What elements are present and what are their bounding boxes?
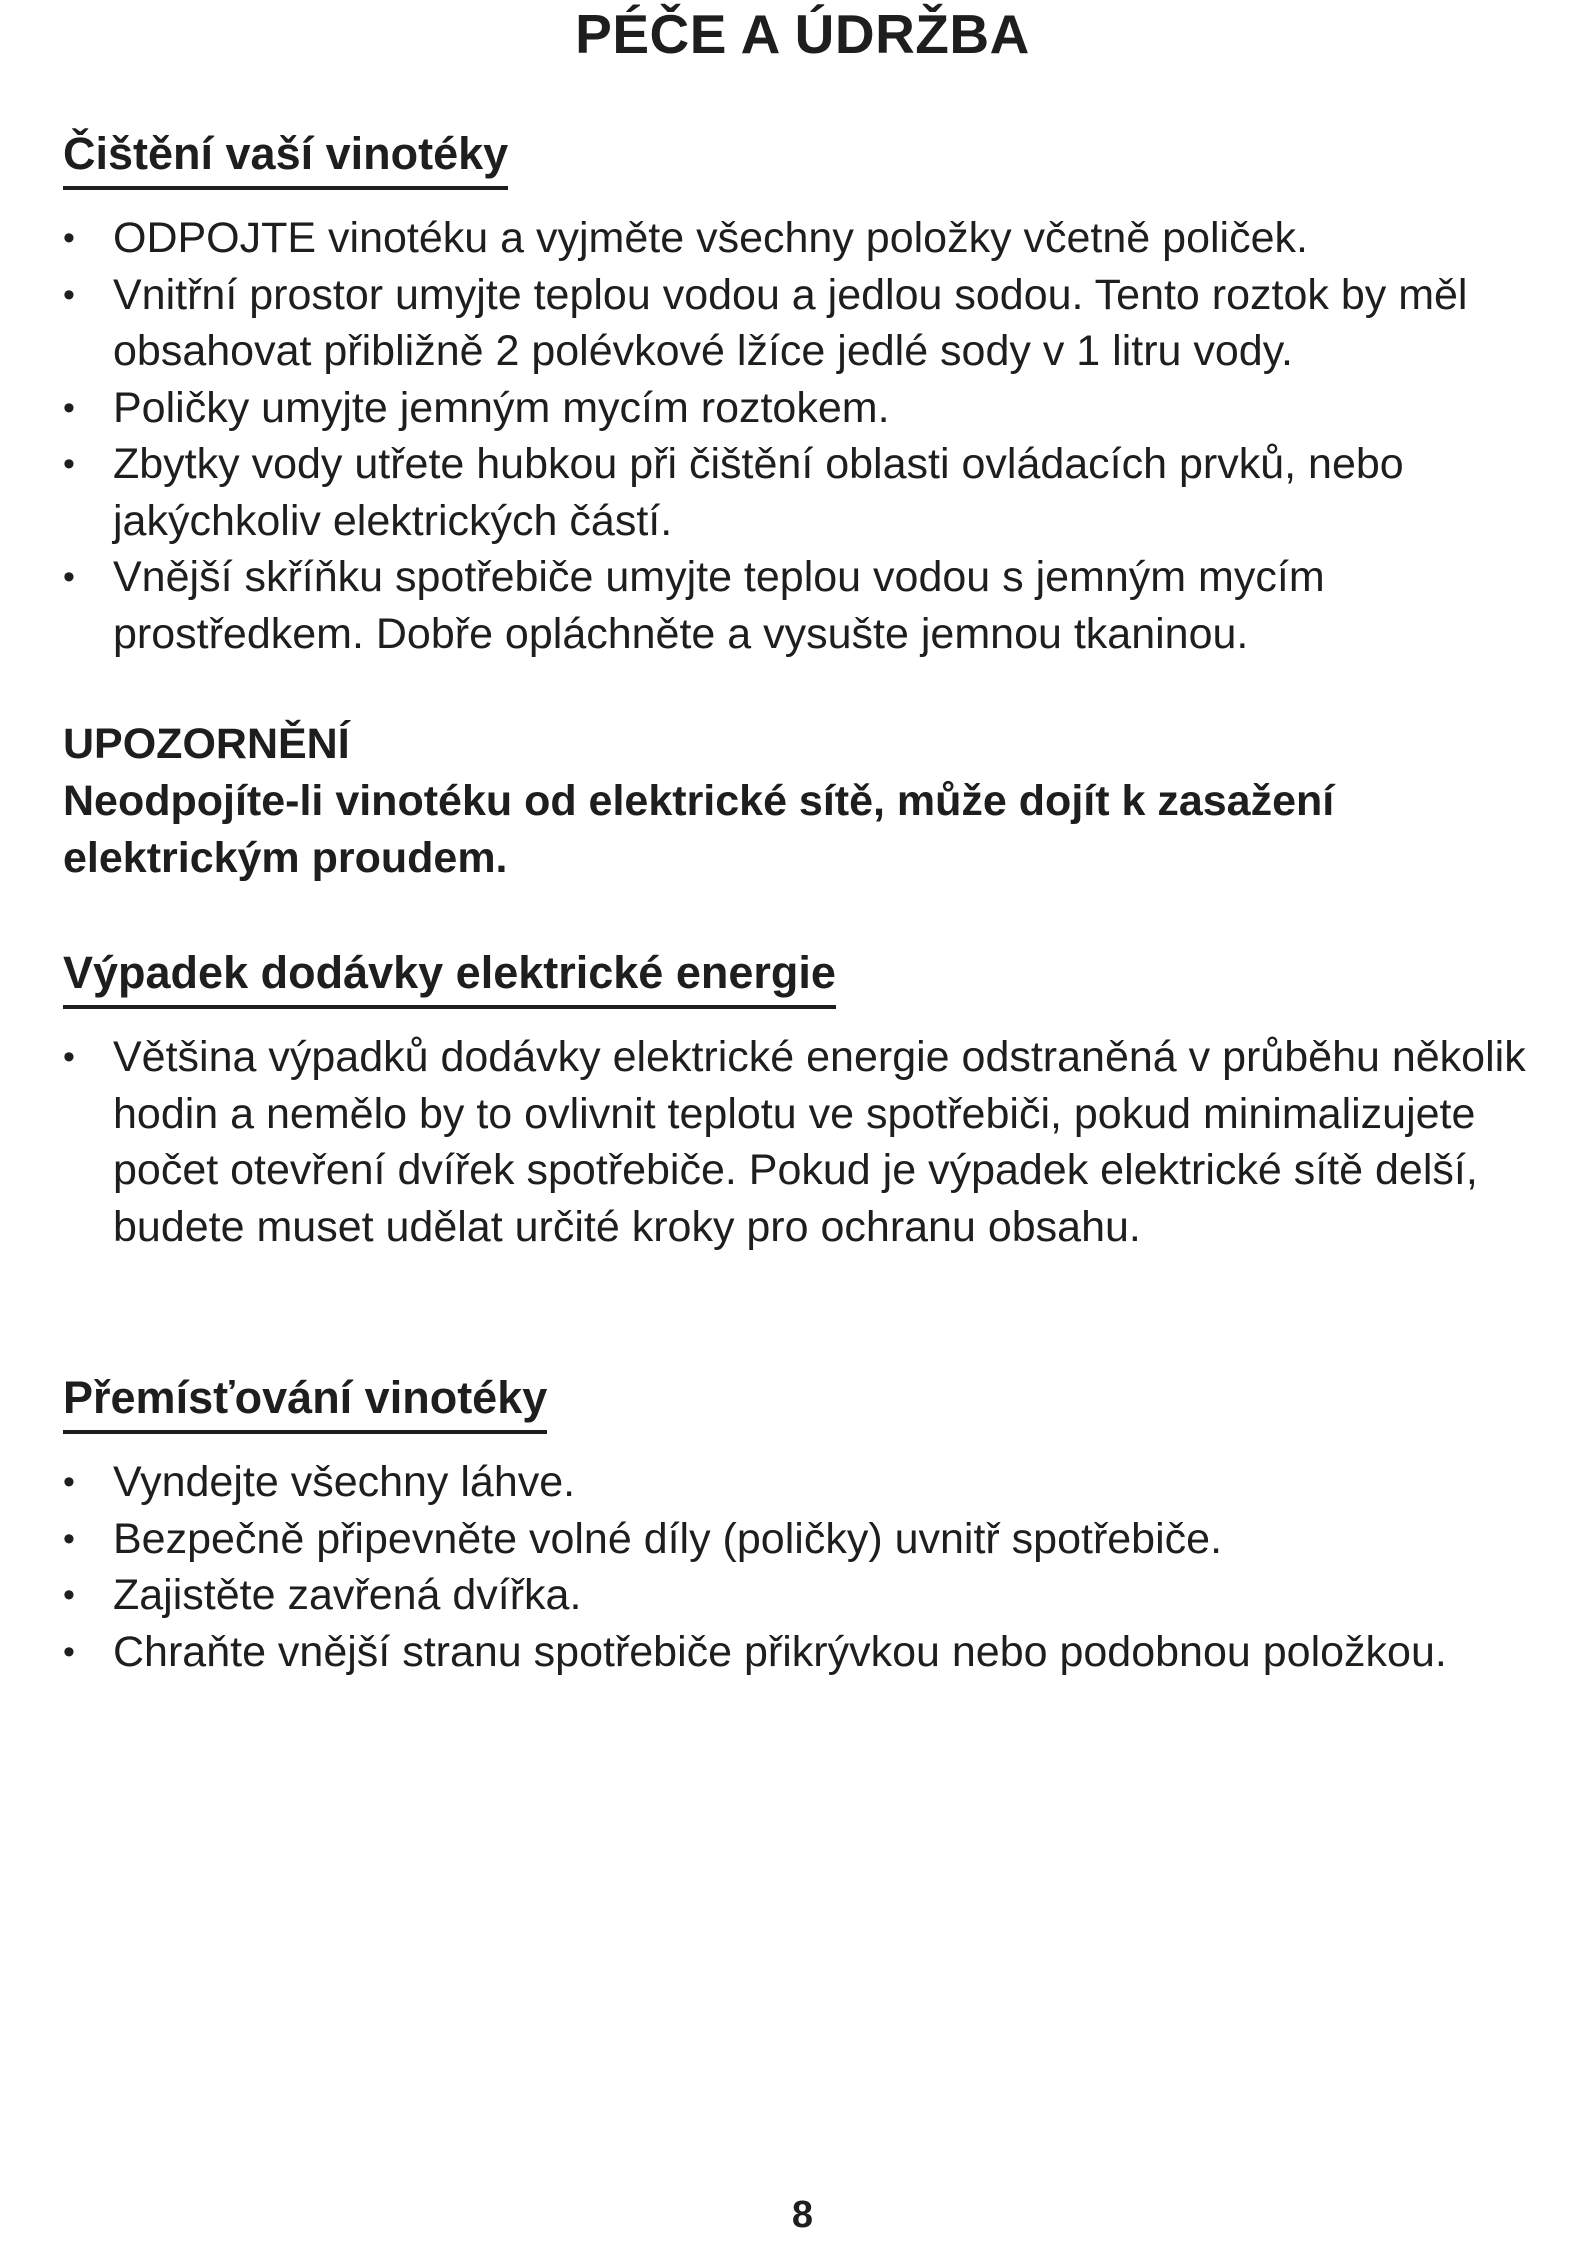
- list-item: [63, 1511, 1553, 1568]
- bullet-icon: •: [63, 558, 75, 596]
- bullet-icon: •: [63, 275, 75, 314]
- list-item: [63, 1454, 1553, 1511]
- list-item-text: Zbytky vody utřete hubkou při čištění oblasti ovládacích prvků, nebo jakýchkoliv elektrických částí.: [113, 440, 1404, 545]
- list-item: [63, 549, 1553, 662]
- bullet-icon: •: [63, 1519, 75, 1558]
- power-outage-list: [63, 1029, 1553, 1255]
- list-item-text: Vyndejte všechny láhve.: [113, 1458, 576, 1506]
- bullet-icon: •: [63, 1038, 75, 1076]
- bullet-icon: •: [63, 1632, 75, 1671]
- section-heading-power-outage: Výpadek dodávky elektrické energie: [63, 945, 836, 1009]
- warning-block: [63, 716, 1553, 887]
- list-item-text: Většina výpadků dodávky elektrické energie odstraněná v průběhu několik hodin a nemělo by to ovlivnit teplotu ve spotřebiči, pokud minimalizujete počet otevření dvířek spotřebiče. Pokud je výpadek elektrické sítě delší, budete muset udělat určité kroky pro ochranu obsahu.: [113, 1033, 1526, 1251]
- list-item: [63, 1624, 1553, 1681]
- cleaning-list: [63, 210, 1553, 662]
- bullet-icon: •: [63, 219, 75, 257]
- list-item: [63, 436, 1553, 549]
- list-item: [63, 1029, 1553, 1255]
- list-item-text: Vnější skříňku spotřebiče umyjte teplou vodou s jemným mycím prostředkem. Dobře opláchněte a vysušte jemnou tkaninou.: [113, 553, 1325, 658]
- warning-title: UPOZORNĚNÍ: [63, 720, 350, 768]
- warning-text: Neodpojíte-li vinotéku od elektrické sítě, může dojít k zasažení elektrickým proudem.: [63, 777, 1335, 882]
- list-item-text: ODPOJTE vinotéku a vyjměte všechny položky včetně poliček.: [113, 214, 1308, 262]
- list-item-text: Vnitřní prostor umyjte teplou vodou a jedlou sodou. Tento roztok by měl obsahovat přibližně 2 polévkové lžíce jedlé sody v 1 litru vody.: [113, 270, 1468, 375]
- list-item: [63, 267, 1553, 380]
- page-number: 8: [791, 2194, 814, 2236]
- list-item-text: Chraňte vnější stranu spotřebiče přikrývkou nebo podobnou položkou.: [113, 1627, 1447, 1676]
- moving-list: [63, 1454, 1553, 1680]
- list-item: [63, 210, 1553, 267]
- section-heading-moving: Přemísťování vinotéky: [63, 1370, 547, 1434]
- list-item: [63, 380, 1553, 437]
- list-item-text: Bezpečně připevněte volné díly (poličky) uvnitř spotřebiče.: [113, 1514, 1223, 1563]
- bullet-icon: •: [63, 388, 75, 427]
- bullet-icon: •: [63, 1576, 75, 1614]
- list-item: [63, 1567, 1553, 1624]
- list-item-text: Zajistěte zavřená dvířka.: [113, 1571, 582, 1619]
- bullet-icon: •: [63, 1463, 75, 1501]
- bullet-icon: •: [63, 445, 75, 483]
- list-item-text: Poličky umyjte jemným mycím roztokem.: [113, 383, 890, 432]
- section-heading-cleaning: Čištění vaší vinotéky: [63, 126, 508, 190]
- page-title: PÉČE A ÚDRŽBA: [575, 3, 1030, 65]
